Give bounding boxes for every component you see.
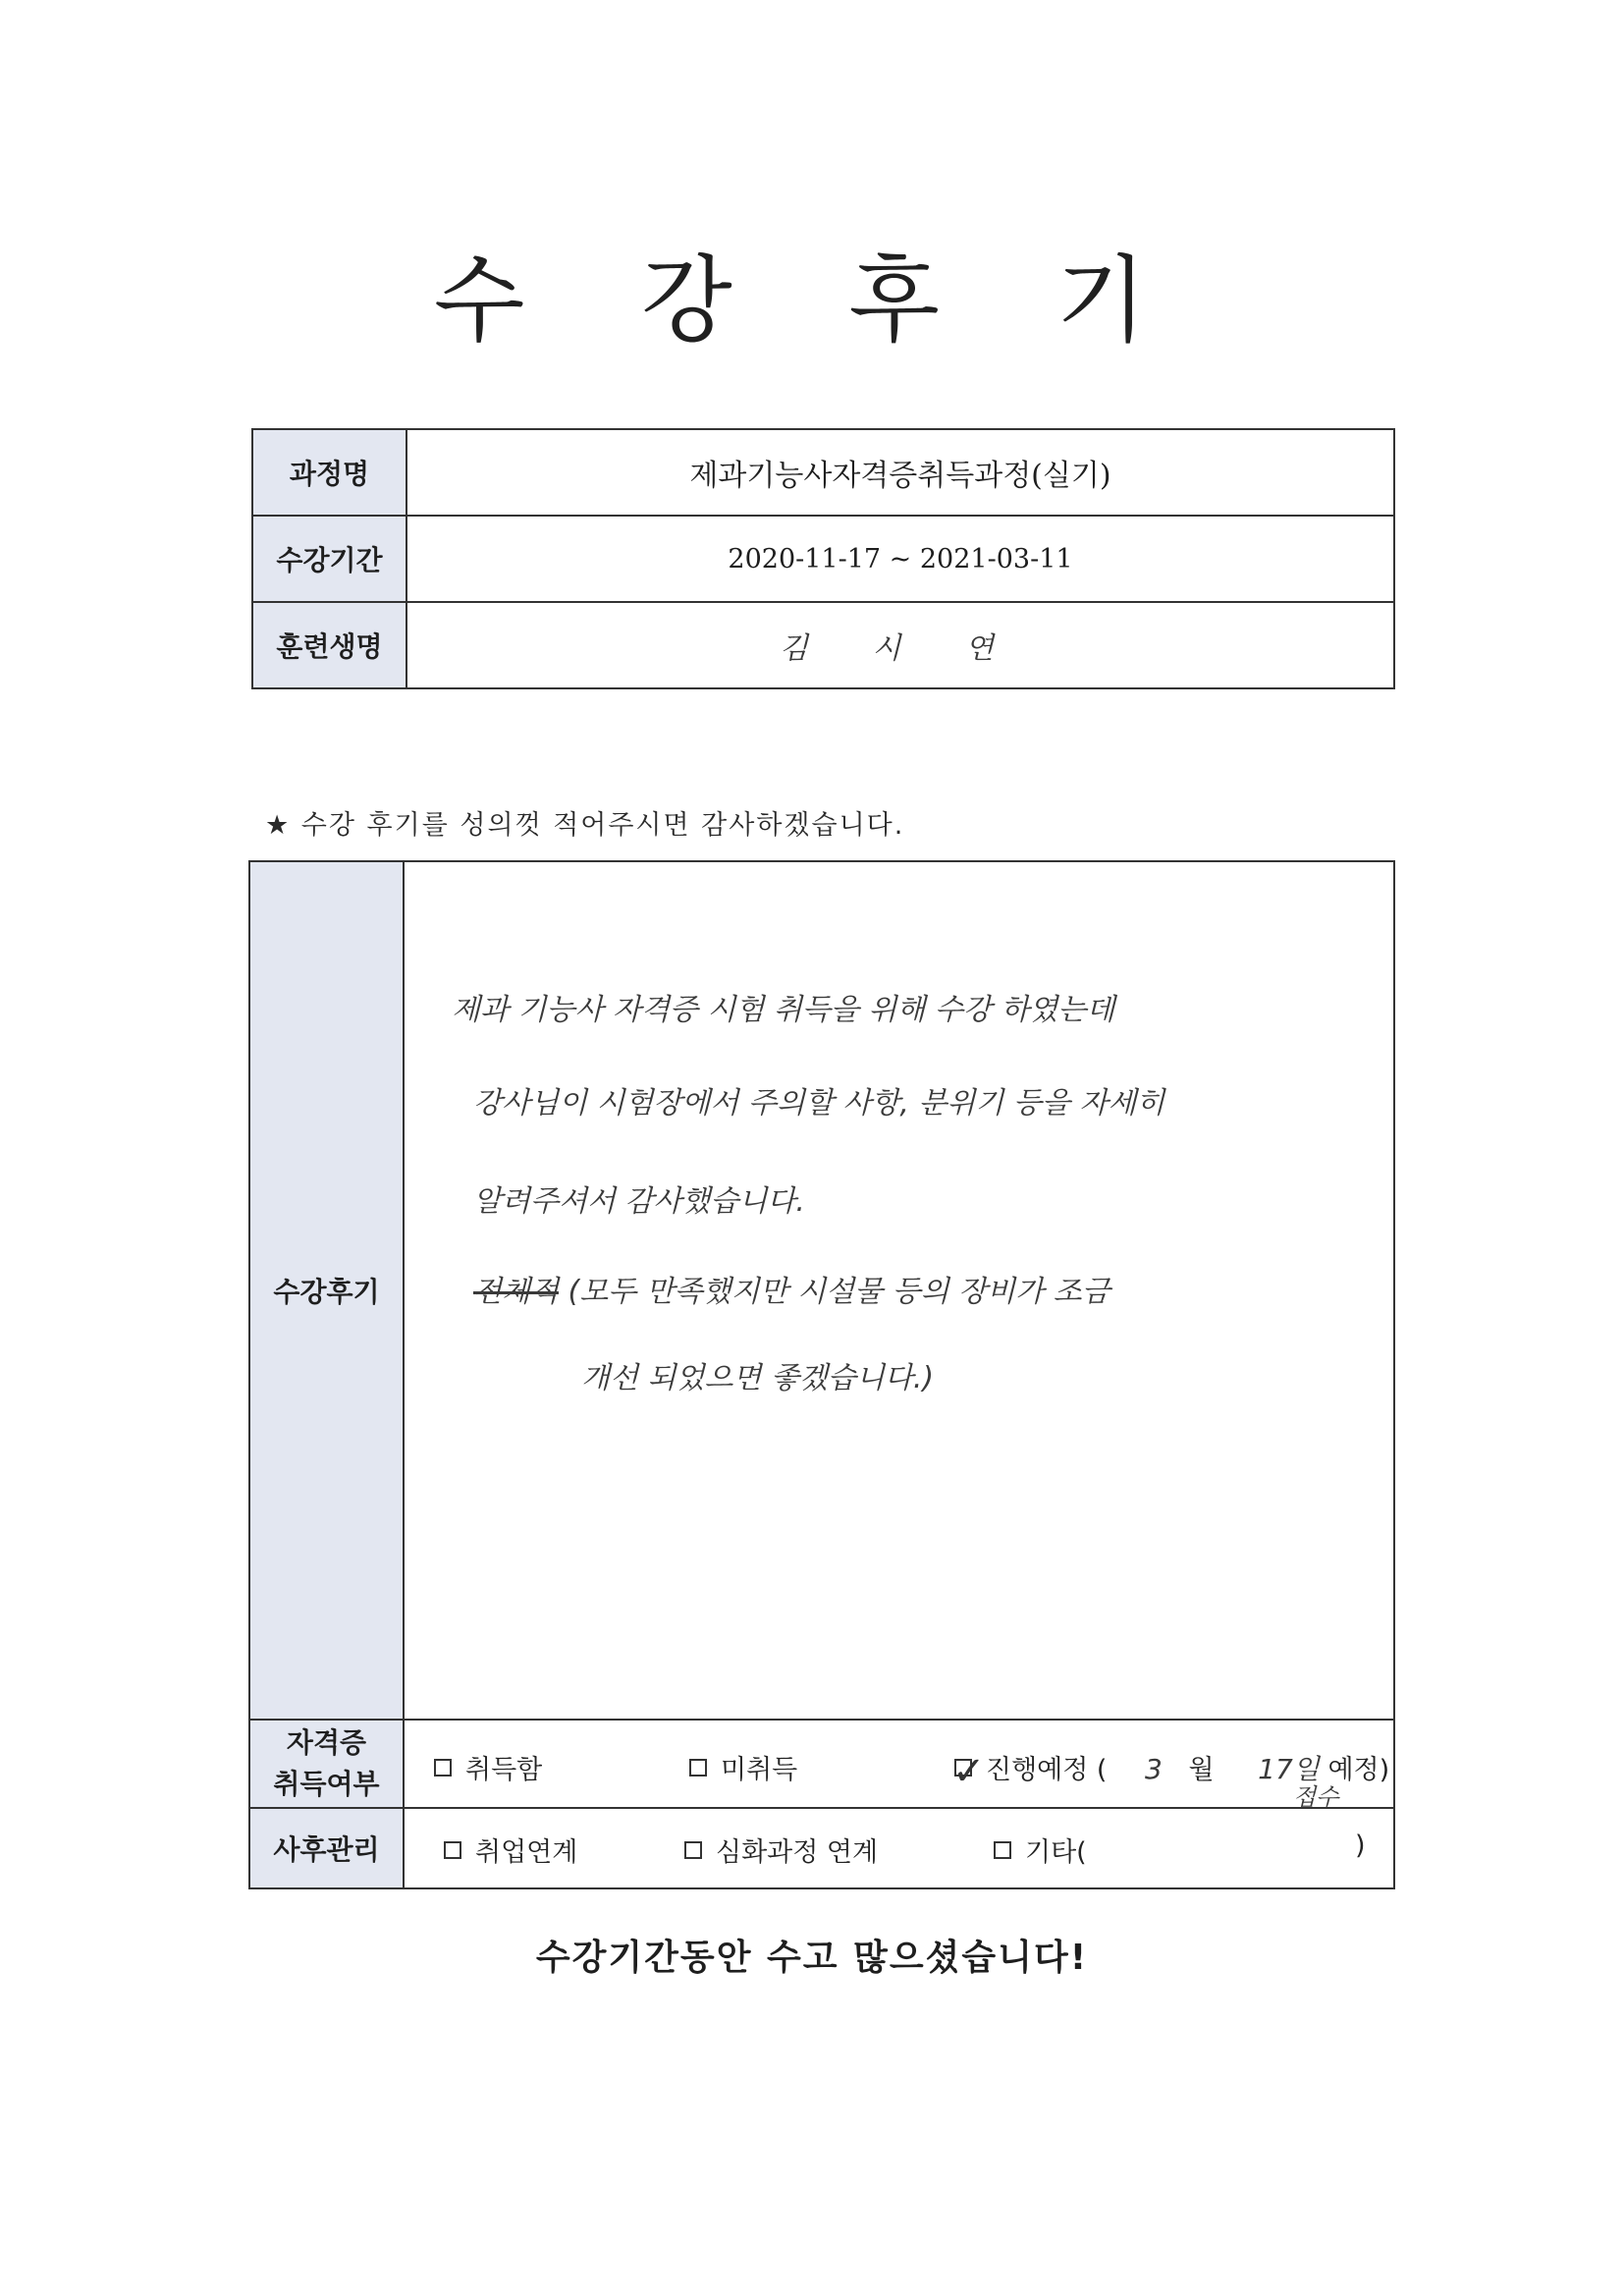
option-job-label: 취업연계 (475, 1837, 578, 1868)
aftercare-label: 사후관리 (249, 1808, 404, 1888)
month-unit: 월 (1188, 1755, 1215, 1785)
closing-message: 수강기간동안 수고 많으셨습니다! (535, 1938, 1089, 1978)
option-not-obtained-label: 미취득 (721, 1755, 798, 1785)
handwritten-note: 접수 (1293, 1783, 1339, 1811)
checkbox-not-obtained[interactable] (689, 1759, 707, 1777)
course-label: 과정명 (252, 429, 406, 516)
review-label: 수강후기 (249, 861, 404, 1720)
certificate-label (249, 1720, 404, 1808)
trainee-label: 훈련생명 (252, 602, 406, 688)
review-line-3: 알려주셔서 감사했습니다. (473, 1184, 805, 1219)
option-other-close: ) (1355, 1831, 1366, 1861)
certificate-options (404, 1720, 1394, 1811)
review-line-2: 강사님이 시험장에서 주의할 사항, 분위기 등을 자세히 (473, 1086, 1165, 1121)
option-other[interactable] (994, 1831, 1087, 1869)
option-in-progress-label: 진행예정 ( (986, 1755, 1108, 1785)
certificate-label-line-2: 취득여부 (273, 1768, 380, 1800)
course-row (252, 429, 1394, 516)
exam-day: 17일 (1258, 1753, 1320, 1785)
review-line-5: 개선 되었으면 좋겠습니다.) (581, 1361, 935, 1395)
checkbox-obtained[interactable] (434, 1759, 452, 1777)
course-info-table (251, 428, 1395, 689)
review-line-4-text: (모두 만족했지만 시설물 등의 장비가 조금 (568, 1275, 1110, 1309)
option-obtained-label: 취득함 (465, 1755, 543, 1785)
course-value: 제과기능사자격증취득과정(실기) (406, 429, 1394, 516)
checkbox-job[interactable] (444, 1841, 461, 1859)
day-suffix: 예정) (1327, 1755, 1390, 1785)
option-other-label: 기타( (1025, 1837, 1087, 1868)
review-body (404, 861, 1394, 1720)
review-line-4 (473, 1267, 1110, 1310)
instruction-note: ★ 수강 후기를 성의껏 적어주시면 감사하겠습니다. (265, 810, 905, 841)
struck-text: 전체적 (473, 1275, 559, 1309)
period-row (252, 516, 1394, 602)
checkbox-other[interactable] (994, 1841, 1011, 1859)
trainee-row (252, 602, 1394, 688)
page-title: 수 강 후 기 (433, 246, 1191, 355)
trainee-name: 김 시 연 (406, 602, 1394, 688)
option-not-obtained[interactable] (689, 1748, 797, 1786)
certificate-label-line-1: 자격증 (286, 1726, 367, 1759)
period-value: 2020-11-17 ~ 2021-03-11 (406, 516, 1394, 602)
option-obtained[interactable] (434, 1748, 542, 1786)
aftercare-row (249, 1808, 1394, 1888)
option-job[interactable] (444, 1831, 577, 1869)
checkbox-in-progress[interactable] (952, 1749, 986, 1794)
option-advanced-label: 심화과정 연계 (716, 1837, 879, 1868)
aftercare-options (404, 1808, 1394, 1888)
checkmark-icon: ✓ (952, 1749, 986, 1794)
review-table (248, 860, 1395, 1889)
review-row (249, 861, 1394, 1720)
review-line-1: 제과 기능사 자격증 시험 취득을 위해 수강 하였는데 (452, 993, 1115, 1027)
exam-month: 3 (1145, 1753, 1163, 1785)
period-label: 수강기간 (252, 516, 406, 602)
option-advanced[interactable] (684, 1831, 878, 1869)
certificate-row (249, 1720, 1394, 1808)
checkbox-advanced[interactable] (684, 1841, 702, 1859)
